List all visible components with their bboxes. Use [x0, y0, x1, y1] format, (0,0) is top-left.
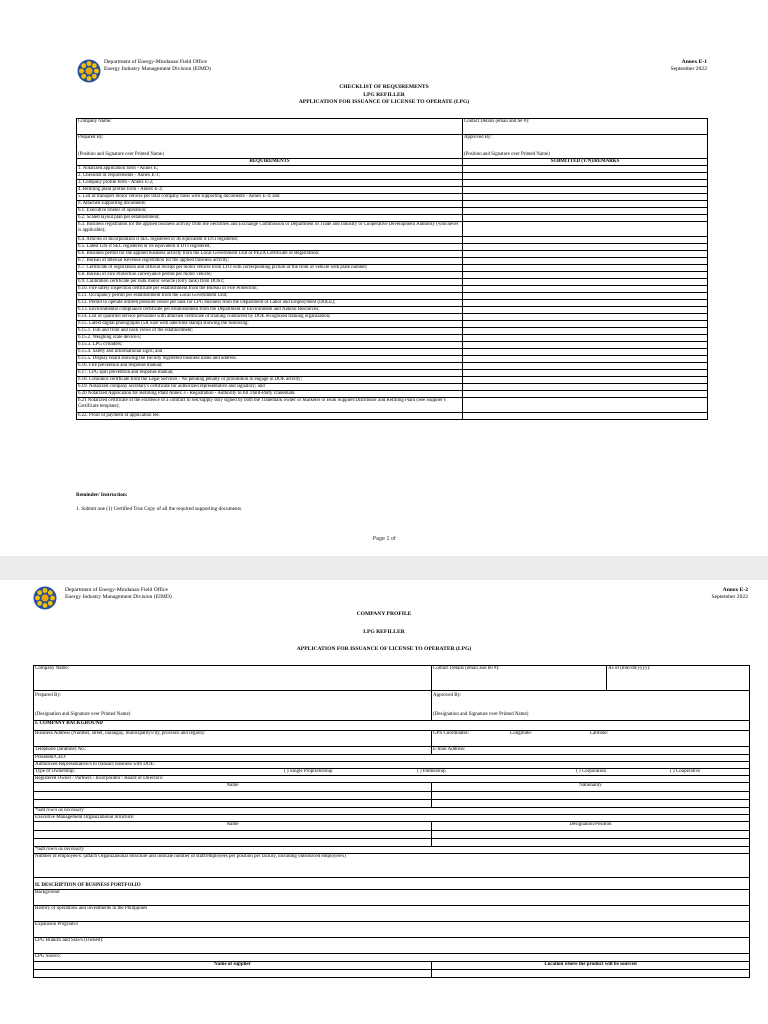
- company-profile-table: [33, 665, 750, 978]
- submitted-remarks-cell[interactable]: [463, 180, 708, 187]
- submitted-remarks-cell[interactable]: [463, 222, 708, 237]
- submitted-remarks-cell[interactable]: [463, 194, 708, 201]
- requirement-row: [77, 279, 708, 286]
- exec-row-name[interactable]: [34, 831, 432, 839]
- submitted-remarks-cell[interactable]: [463, 342, 708, 349]
- requirement-text: 6.5. Latest GIS if SEC registered or its equivalent if DTI registered;: [77, 244, 463, 251]
- president-field[interactable]: President/CEO:: [34, 755, 750, 762]
- page-gap: [0, 556, 768, 580]
- submitted-remarks-cell[interactable]: [463, 265, 708, 272]
- office-name: Department of Energy-Mindanao Field Office: [104, 59, 207, 65]
- requirement-row: [77, 187, 708, 194]
- requirement-row: [77, 356, 708, 363]
- requirement-text: 6.14. List of qualified service personnel with attached certificate of training conducted by DOE recognized training organization;: [77, 314, 463, 321]
- requirement-text: 6.15.2. Weighing scale device/s;: [77, 335, 463, 342]
- submitted-remarks-cell[interactable]: [463, 286, 708, 293]
- submitted-remarks-cell[interactable]: [463, 398, 708, 413]
- exec-name-col: Name: [34, 822, 432, 831]
- company-name-field[interactable]: Company Name:: [77, 119, 463, 135]
- requirement-row: [77, 272, 708, 279]
- requirement-text: 6.16. Fire prevention and response manual;: [77, 363, 463, 370]
- company-name-field[interactable]: Company Name:: [34, 666, 432, 691]
- approved-by-field[interactable]: [432, 691, 750, 721]
- reminder-label: Reminder/ Instruction:: [76, 492, 128, 498]
- ownership-single-option[interactable]: ( ) Single Proprietorship: [284, 769, 333, 774]
- requirement-row: [77, 377, 708, 384]
- requirement-row: [77, 321, 708, 328]
- submitted-remarks-cell[interactable]: [463, 363, 708, 370]
- requirement-text: 6.18. Clearance certificate from the Legal Services - No pending penalty or prohibition to engage in DOE activity;: [77, 377, 463, 384]
- submitted-remarks-cell[interactable]: [463, 244, 708, 251]
- doc-title: CHECKLIST OF REQUIREMENTS: [339, 84, 429, 90]
- submitted-remarks-cell[interactable]: [463, 300, 708, 307]
- page-2: [0, 580, 768, 1024]
- requirement-row: [77, 413, 708, 420]
- approved-by-label: Approved By:: [433, 693, 462, 698]
- approved-by-label: Approved By:: [464, 135, 492, 140]
- requirement-text: 1. Notarized application form - Annex E;: [77, 166, 463, 173]
- submitted-remarks-cell[interactable]: [463, 251, 708, 258]
- supplier-row-location[interactable]: [432, 970, 750, 978]
- requirement-text: 6.20 Notarized Application for Refilling Plant Annex 3 - Registration - Authority to fill Third-Party Trademark: [77, 391, 463, 398]
- submitted-remarks-cell[interactable]: [463, 258, 708, 265]
- requirement-text: 6.19. Notarized company secretary's certificate for authorized representative and signatory; and: [77, 384, 463, 391]
- submitted-remarks-cell[interactable]: [463, 391, 708, 398]
- requirement-row: [77, 201, 708, 208]
- supplier-row-name[interactable]: [34, 970, 432, 978]
- annex-label: Annex E-1: [681, 59, 707, 65]
- ownership-corporation-option[interactable]: ( ) Corporation: [576, 769, 606, 774]
- doc-application-title: APPLICATION FOR ISSUANCE OF LICENSE TO OPERATE (LPG): [298, 99, 470, 106]
- requirements-header: REQUIREMENTS: [77, 159, 463, 166]
- doc-subtitle: LPG REFILLER: [363, 628, 405, 635]
- requirement-text: 6.22. Proof of payment of application fee.: [77, 413, 463, 420]
- exec-row-designation[interactable]: [432, 839, 750, 847]
- doc-subtitle: LPG REFILLER: [363, 91, 405, 98]
- designation-signature-right: (Designation and Signature over Printed Name): [433, 712, 529, 718]
- supplier-name-col: Name of supplier: [34, 962, 432, 970]
- as-of-date-field[interactable]: As of (mm/dd/yyyy):: [607, 666, 750, 691]
- submitted-remarks-cell[interactable]: [463, 384, 708, 391]
- requirement-text: 6.11. Occupancy permit per establishment from the Local Government Unit;: [77, 293, 463, 300]
- submitted-remarks-cell[interactable]: [463, 314, 708, 321]
- requirement-row: [77, 314, 708, 321]
- requirement-text: 3. Company profile form - Annex E-2;: [77, 180, 463, 187]
- approved-by-field[interactable]: [463, 135, 708, 159]
- requirement-text: 6.2. Scaled layout plan per establishment;: [77, 215, 463, 222]
- business-address-field[interactable]: Business Address (Number, street, barangay, municipality/city, province and region):: [34, 731, 432, 747]
- ownership-row: [34, 769, 750, 776]
- reminder-text: 1. Submit one (1) Certified True Copy of all the required supporting documents.: [76, 506, 243, 512]
- requirement-text: 6. Attached supporting documents:: [77, 201, 463, 208]
- contact-details-field[interactable]: Contact Details (email and tel #):: [432, 666, 607, 691]
- submitted-remarks-cell[interactable]: [463, 335, 708, 342]
- doe-seal-icon: [77, 59, 101, 83]
- requirement-row: [77, 215, 708, 222]
- exec-management-label: Executive Management Organizational Structure:: [34, 815, 750, 822]
- requirement-row: [77, 384, 708, 391]
- ownership-label: Type of Ownership:: [35, 769, 75, 774]
- checklist-table: [76, 118, 708, 420]
- requirement-text: 6.8. Bureau of Fire Protection conveyance permit per motor vehicle;: [77, 272, 463, 279]
- authorized-rep-field[interactable]: Authorized Representative/s to transact business with DOE:: [34, 762, 750, 769]
- requirement-text: 6.3. Business registration for the applied business activity from the Securities and Exchange Commission or Department of Trade and Industry or Cooperative Development Authority (whichever is applicable);: [77, 222, 463, 237]
- owner-nationality-col: Nationality: [432, 783, 750, 792]
- section-business-portfolio: II. DESCRIPTION OF BUSINESS PORTFOLIO: [34, 878, 750, 890]
- email-field[interactable]: E-mail Address:: [432, 747, 750, 755]
- history-field[interactable]: History of operations and investments in the Philippines: [34, 906, 750, 922]
- annex-date: September 2022: [670, 66, 707, 72]
- registered-owner-label: Registered Owner / Partners / Incorporator / Board of Directors:: [34, 776, 750, 783]
- requirement-row: [77, 391, 708, 398]
- requirement-row: [77, 286, 708, 293]
- requirement-row: [77, 237, 708, 244]
- submitted-remarks-cell[interactable]: [463, 321, 708, 328]
- requirement-text: 6.6. Business permit for the applied business activity from the Local Government Unit or PEZA Certificate of Registration;: [77, 251, 463, 258]
- requirement-text: 6.21 Notarized certificate of the existence of a contract to sell/supply duly signed by both the Trademark owner or Marketer or Bulk Supplier/Distributor and Refilling Plant (See Supplier's Certificate template);: [77, 398, 463, 413]
- submitted-remarks-cell[interactable]: [463, 370, 708, 377]
- requirement-text: 6.15.1. Full and front and back views of the establishment;: [77, 328, 463, 335]
- division-name: Energy Industry Management Division (EIMD): [104, 66, 211, 72]
- requirement-text: 6.15. Latest digital photographs (5R Size with date/time stamp) showing the following:: [77, 321, 463, 328]
- profile-titles: [0, 611, 768, 654]
- position-signature-left: (Position and Signature over Printed Name): [78, 152, 164, 158]
- requirement-row: [77, 244, 708, 251]
- owner-row-nationality[interactable]: [432, 800, 750, 808]
- requirement-text: 6.12. Permit to operate unfired pressure vessel per tank for LPG business from the Department of Labor and Employment (DOLE);: [77, 300, 463, 307]
- requirement-row: [77, 173, 708, 180]
- owner-row-nationality[interactable]: [432, 792, 750, 800]
- submitted-remarks-cell[interactable]: [463, 377, 708, 384]
- owner-row-name[interactable]: [34, 792, 432, 800]
- lpg-brands-field[interactable]: LPG Brand/s and Size/s (Owned):: [34, 938, 750, 954]
- submitted-remarks-cell[interactable]: [463, 413, 708, 420]
- gps-label: GPS Coordinates:: [433, 731, 470, 736]
- requirement-row: [77, 194, 708, 201]
- requirement-row: [77, 166, 708, 173]
- submitted-remarks-cell[interactable]: [463, 173, 708, 180]
- requirement-row: [77, 258, 708, 265]
- requirement-row: [77, 363, 708, 370]
- requirement-row: [77, 265, 708, 272]
- employees-field[interactable]: Number of employee/s: (attach Organizational Structure and indicate number of staff/employees per position per facility, including outsourced employee/s): [34, 854, 750, 878]
- requirement-text: 6.1. Executive brieler of operation;: [77, 208, 463, 215]
- ownership-partnership-option[interactable]: ( ) Partnership: [417, 769, 446, 774]
- requirement-row: [77, 328, 708, 335]
- submitted-remarks-cell[interactable]: [463, 356, 708, 363]
- submitted-header: SUBMITTED (Y/N)/REMARKS: [463, 159, 708, 166]
- annex-label: Annex E-2: [722, 587, 748, 593]
- doc-title: COMPANY PROFILE: [356, 611, 412, 617]
- requirement-text: 6.10. Fire safety inspection certificate per establishment from the Bureau of Fire Protection;: [77, 286, 463, 293]
- requirement-row: [77, 222, 708, 237]
- requirement-text: 6.7. Certificate of registration and offiecal receipt per motor vehicle from LTO with corresponding picture of the front of vehicle with plate number;: [77, 265, 463, 272]
- doe-seal-icon: [33, 586, 57, 610]
- requirement-row: [77, 293, 708, 300]
- prepared-by-field[interactable]: [34, 691, 432, 721]
- prepared-by-label: Prepared By:: [78, 135, 104, 140]
- requirement-row: [77, 398, 708, 413]
- page-footer: Page 1 of: [372, 536, 396, 542]
- telephone-field[interactable]: Telephone (landline) No.:: [34, 747, 432, 755]
- exec-row-name[interactable]: [34, 839, 432, 847]
- requirement-text: 2. Checklist of requirements - Annex E-1;: [77, 173, 463, 180]
- submitted-remarks-cell[interactable]: [463, 215, 708, 222]
- lpg-source-label: LPG Source:: [34, 954, 750, 962]
- requirement-text: 6.13. Environmental compliance certificate per establishment from the Department of Environment and Natural Resources;: [77, 307, 463, 314]
- latitude-label: Latitude:: [590, 731, 609, 736]
- prepared-by-field[interactable]: [77, 135, 463, 159]
- requirement-row: [77, 307, 708, 314]
- submitted-remarks-cell[interactable]: [463, 208, 708, 215]
- requirement-text: 6.4. Articles of Incorporation if SEC registered or its equivalent if DTI registered;: [77, 237, 463, 244]
- designation-signature-left: (Designation and Signature over Printed Name): [35, 712, 131, 718]
- exec-row-designation[interactable]: [432, 831, 750, 839]
- ownership-cooperative-option[interactable]: ( ) Cooperative: [670, 769, 701, 774]
- gps-coordinates-field[interactable]: [432, 731, 750, 747]
- supplier-location-col: Location where the product will be sourced: [432, 962, 750, 970]
- requirement-text: 6.9. Calibration certificate per bulk motor vehicle (lorry tank) from DOST;: [77, 279, 463, 286]
- submitted-remarks-cell[interactable]: [463, 166, 708, 173]
- requirement-row: [77, 251, 708, 258]
- expansion-field[interactable]: Expansion Program/s: [34, 922, 750, 938]
- position-signature-right: (Position and Signature over Printed Name): [464, 152, 550, 158]
- office-name: Department of Energy-Mindanao Field Office: [65, 587, 168, 593]
- owner-name-col: Name: [34, 783, 432, 792]
- requirement-row: [77, 208, 708, 215]
- contact-details-field[interactable]: Contact Details (email and tel #):: [463, 119, 708, 135]
- background-field[interactable]: Background: [34, 890, 750, 906]
- submitted-remarks-cell[interactable]: [463, 279, 708, 286]
- requirement-text: 6.15.3. LPG cylinders;: [77, 342, 463, 349]
- submitted-remarks-cell[interactable]: [463, 237, 708, 244]
- owner-row-name[interactable]: [34, 800, 432, 808]
- submitted-remarks-cell[interactable]: [463, 307, 708, 314]
- requirement-text: 6.17. LPG spill prevention and response manual;: [77, 370, 463, 377]
- requirement-text: 6.15.4. Safety and informational signs; and: [77, 349, 463, 356]
- prepared-by-label: Prepared By:: [35, 693, 62, 698]
- requirement-row: [77, 300, 708, 307]
- longitude-label: Longitude:: [510, 731, 532, 736]
- requirement-text: 6.7. Bureau of Internal Revenue registration for the applied business activity;: [77, 258, 463, 265]
- requirement-row: [77, 349, 708, 356]
- section-company-background: I. COMPANY BACKGROUND: [34, 721, 750, 731]
- division-name: Energy Industry Management Division (EIMD): [65, 594, 172, 600]
- submitted-remarks-cell[interactable]: [463, 328, 708, 335]
- doc-application-title: APPLICATION FOR ISSUANCE OF LICENSE TO OPERATER (LPG): [296, 646, 472, 653]
- submitted-remarks-cell[interactable]: [463, 272, 708, 279]
- add-rows-note: *add row/s as necessary: [34, 847, 750, 854]
- add-rows-note: *add row/s as necessary: [34, 808, 750, 815]
- submitted-remarks-cell[interactable]: [463, 201, 708, 208]
- requirement-row: [77, 335, 708, 342]
- requirement-text: 5. List of transport motor vehicle per total company basis with supporting documents - Annex E-4; and: [77, 194, 463, 201]
- requirement-row: [77, 180, 708, 187]
- requirement-text: 6.15.5. Display board showing the Facility registered business name and address.: [77, 356, 463, 363]
- exec-designation-col: Designation/Position: [432, 822, 750, 831]
- annex-date: September 2022: [711, 594, 748, 600]
- submitted-remarks-cell[interactable]: [463, 187, 708, 194]
- submitted-remarks-cell[interactable]: [463, 349, 708, 356]
- submitted-remarks-cell[interactable]: [463, 293, 708, 300]
- requirement-row: [77, 342, 708, 349]
- requirement-text: 4. Refilling plant profile form - Annex E-3;: [77, 187, 463, 194]
- requirement-row: [77, 370, 708, 377]
